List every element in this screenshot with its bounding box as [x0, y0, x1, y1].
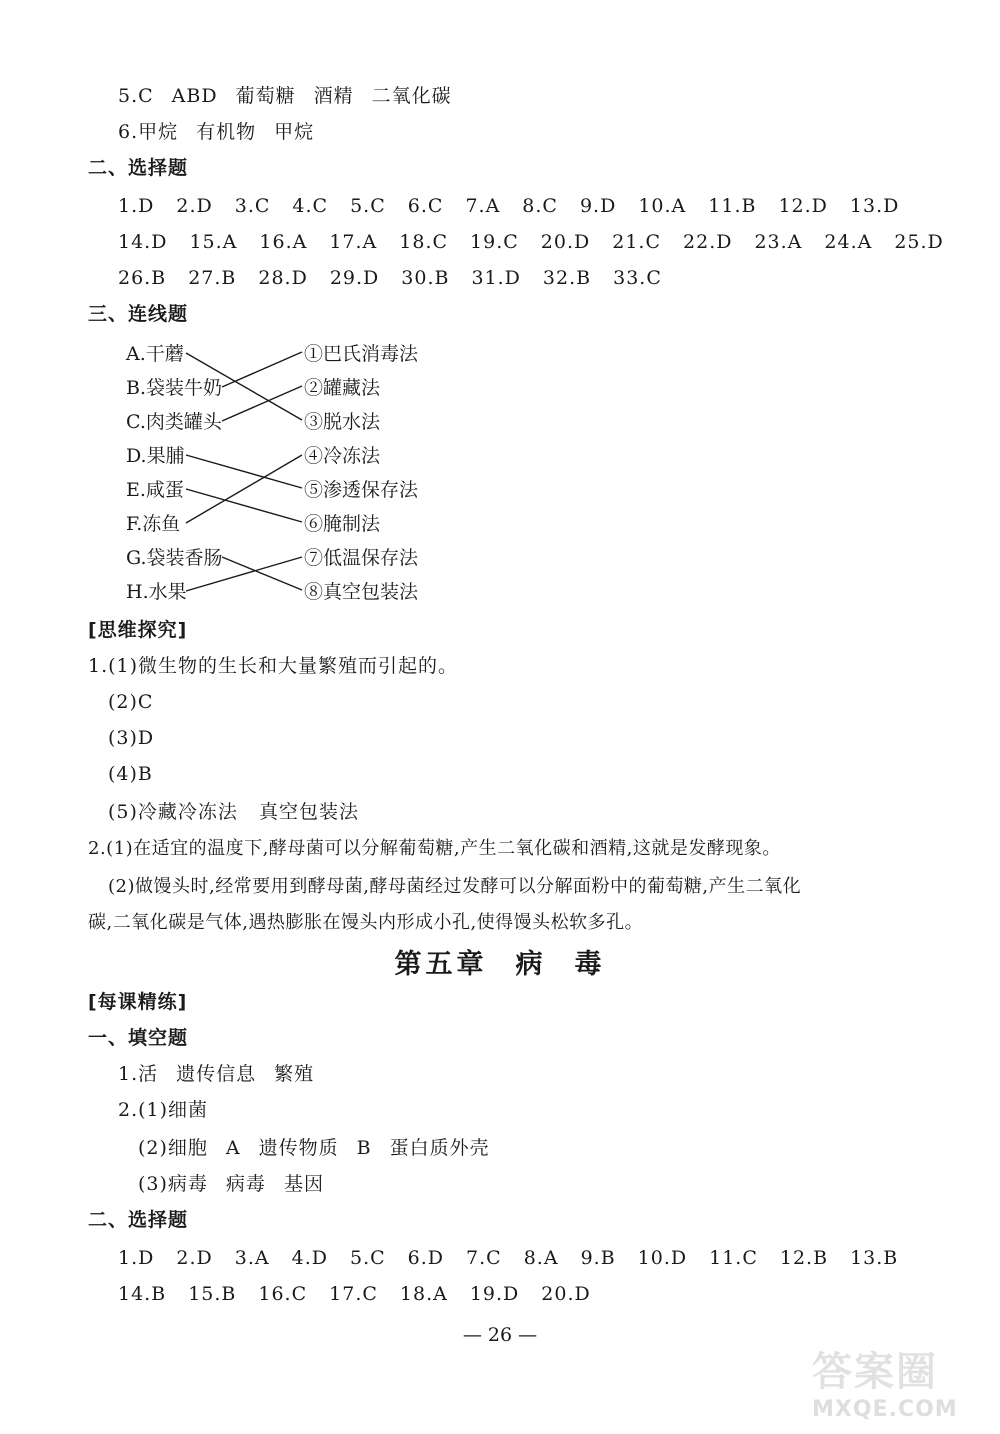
match-left-d: D.果脯 — [126, 445, 185, 467]
match-left-a: A.干蘑 — [126, 343, 184, 365]
match-line-b-1 — [222, 352, 302, 387]
match-right-1: ①巴氏消毒法 — [304, 343, 419, 365]
choice2-row-1: 1.D 2.D 3.A 4.D 5.C 6.D 7.C 8.A 9.B 10.D 11.C 12.B 13.B — [118, 1247, 899, 1269]
chapter-title: 第五章 病 毒 — [394, 949, 606, 980]
match-left-c: C.肉类罐头 — [126, 411, 222, 433]
match-line-h-7 — [186, 557, 302, 591]
match-right-8: ⑧真空包装法 — [304, 581, 419, 603]
fill-line-2: 2.(1)细菌 — [118, 1099, 209, 1121]
inquiry-q2-2b: 碳,二氧化碳是气体,遇热膨胀在馒头内形成小孔,使得馒头松软多孔。 — [88, 912, 644, 933]
inquiry-q1-2: (2)C — [108, 691, 154, 713]
match-left-e: E.咸蛋 — [126, 479, 184, 501]
match-right-7: ⑦低温保存法 — [304, 547, 419, 569]
page-number: — 26 — — [462, 1324, 538, 1346]
section-title-choice: 二、选择题 — [88, 157, 189, 179]
match-left-f: F.冻鱼 — [126, 513, 181, 535]
fill-line-4: (3)病毒 病毒 基因 — [138, 1173, 324, 1195]
choice-row-3: 26.B 27.B 28.D 29.D 30.B 31.D 32.B 33.C — [118, 267, 662, 289]
match-right-6: ⑥腌制法 — [304, 513, 381, 535]
match-line-g-8 — [222, 557, 302, 590]
match-line-a-3 — [186, 353, 302, 420]
choice2-row-2: 14.B 15.B 16.C 17.C 18.A 19.D 20.D — [118, 1283, 591, 1305]
section-title-inquiry: [思维探究] — [88, 619, 188, 641]
section-title-daily: [每课精练] — [88, 991, 188, 1013]
match-right-3: ③脱水法 — [304, 411, 381, 433]
watermark-logo: 答案圈 MXQE.COM — [812, 1349, 958, 1422]
inquiry-q1-4: (4)B — [108, 763, 153, 785]
match-line-e-6 — [186, 489, 302, 522]
inquiry-q1-5: (5)冷藏冷冻法 真空包装法 — [108, 801, 360, 823]
fill-line-3: (2)细胞 A 遗传物质 B 蛋白质外壳 — [138, 1137, 490, 1159]
section-title-fill: 一、填空题 — [88, 1027, 189, 1049]
match-line-f-4 — [186, 455, 302, 523]
fill-line-1: 1.活 遗传信息 繁殖 — [118, 1063, 315, 1085]
answer-line-5: 5.C ABD 葡萄糖 酒精 二氧化碳 — [118, 85, 452, 107]
match-right-5: ⑤渗透保存法 — [304, 479, 419, 501]
answer-line-6: 6.甲烷 有机物 甲烷 — [118, 121, 315, 143]
match-line-d-5 — [186, 455, 302, 488]
choice-row-2: 14.D 15.A 16.A 17.A 18.C 19.C 20.D 21.C 22.D 23.A 24.A 25.D — [118, 231, 944, 253]
section-title-choice-2: 二、选择题 — [88, 1209, 189, 1231]
inquiry-q1-1: 1.(1)微生物的生长和大量繁殖而引起的。 — [88, 655, 459, 677]
match-left-g: G.袋装香肠 — [126, 547, 223, 569]
section-title-matching: 三、连线题 — [88, 303, 189, 325]
match-left-b: B.袋装牛奶 — [126, 377, 223, 399]
choice-row-1: 1.D 2.D 3.C 4.C 5.C 6.C 7.A 8.C 9.D 10.A 11.B 12.D 13.D — [118, 195, 900, 217]
match-left-h: H.水果 — [126, 581, 187, 603]
inquiry-q2-1: 2.(1)在适宜的温度下,酵母菌可以分解葡萄糖,产生二氧化碳和酒精,这就是发酵现象。 — [88, 838, 781, 859]
inquiry-q2-2a: (2)做馒头时,经常要用到酵母菌,酵母菌经过发酵可以分解面粉中的葡萄糖,产生二氧化 — [108, 876, 802, 897]
inquiry-q1-3: (3)D — [108, 727, 155, 749]
match-line-c-2 — [222, 386, 302, 421]
match-right-2: ②罐藏法 — [304, 377, 381, 399]
match-right-4: ④冷冻法 — [304, 445, 381, 467]
